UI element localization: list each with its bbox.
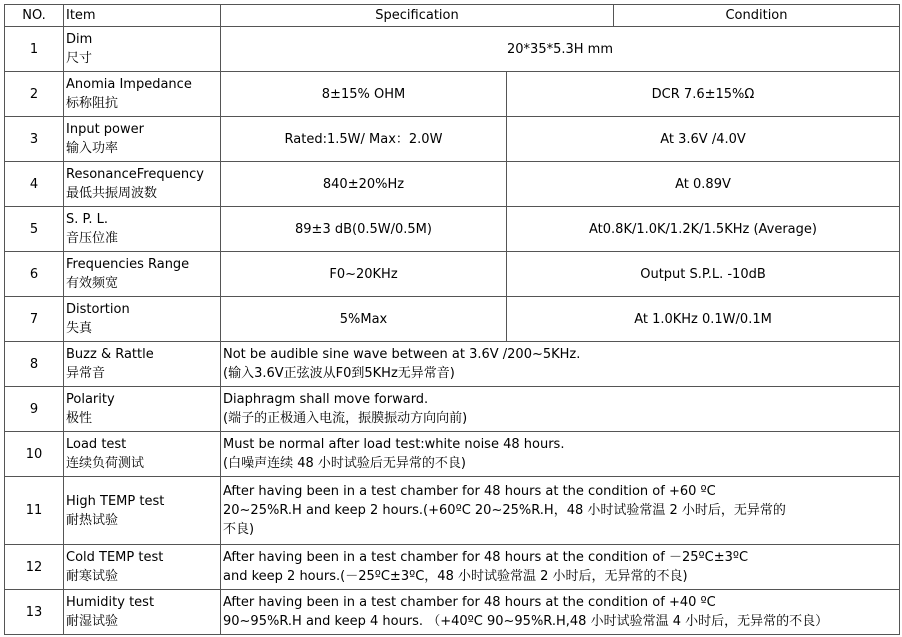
row-number: 3: [5, 117, 64, 162]
specification-cell: [221, 545, 900, 590]
item-cell: [64, 477, 221, 545]
item-name-cn: 异常音: [66, 366, 106, 381]
item-cell: [64, 297, 221, 342]
item-name-cn: 失真: [66, 321, 93, 336]
condition-cell: At 1.0KHz 0.1W/0.1M: [507, 297, 900, 342]
table-row: [5, 387, 900, 432]
specification-cell: 5%Max: [221, 297, 507, 342]
item-name-en: Input power: [66, 122, 144, 137]
item-cell: [64, 545, 221, 590]
specification-cell: F0~20KHz: [221, 252, 507, 297]
item-cell: [64, 387, 221, 432]
specification-cell: 89±3 dB(0.5W/0.5M): [221, 207, 507, 252]
header-specification: Specification: [221, 5, 614, 27]
item-name-en: Distortion: [66, 302, 130, 317]
item-name-cn: 极性: [66, 411, 93, 426]
item-name-cn: 音压位准: [66, 231, 119, 246]
row-number: 1: [5, 27, 64, 72]
spec-line: Must be normal after load test:white noise 48 hours.: [223, 437, 565, 452]
table-row: [5, 117, 900, 162]
header-condition: Condition: [614, 5, 900, 27]
row-number: 13: [5, 590, 64, 635]
table-row: [5, 252, 900, 297]
row-number: 11: [5, 477, 64, 545]
specification-cell: [221, 387, 900, 432]
table-row: [5, 342, 900, 387]
item-name-en: Cold TEMP test: [66, 550, 164, 565]
row-number: 10: [5, 432, 64, 477]
spec-line: After having been in a test chamber for 48 hours at the condition of +60 ºC: [223, 484, 716, 499]
item-cell: [64, 342, 221, 387]
item-cell: [64, 252, 221, 297]
item-name-en: Load test: [66, 437, 127, 452]
specification-cell: 20*35*5.3H mm: [221, 27, 900, 72]
spec-line: After having been in a test chamber for 48 hours at the condition of +40 ºC: [223, 595, 716, 610]
item-cell: [64, 72, 221, 117]
item-name-cn: 尺寸: [66, 51, 93, 66]
table-row: [5, 27, 900, 72]
item-name-en: ResonanceFrequency: [66, 167, 204, 182]
item-name-en: Buzz & Rattle: [66, 347, 154, 362]
spec-line: and keep 2 hours.(－25ºC±3ºC，48 小时试验常温 2 小时后，无异常的不良): [223, 569, 688, 584]
item-cell: [64, 590, 221, 635]
item-name-en: Dim: [66, 32, 93, 47]
specification-cell: 8±15% OHM: [221, 72, 507, 117]
row-number: 7: [5, 297, 64, 342]
item-name-cn: 有效频宽: [66, 276, 119, 291]
specification-cell: [221, 590, 900, 635]
item-name-cn: 连续负荷测试: [66, 456, 145, 471]
header-no: NO.: [5, 5, 64, 27]
condition-cell: DCR 7.6±15%Ω: [507, 72, 900, 117]
condition-cell: At0.8K/1.0K/1.2K/1.5KHz (Average): [507, 207, 900, 252]
specification-cell: Rated:1.5W/ Max：2.0W: [221, 117, 507, 162]
spec-line: Diaphragm shall move forward.: [223, 392, 429, 407]
table-row: [5, 545, 900, 590]
table-row: [5, 72, 900, 117]
row-number: 2: [5, 72, 64, 117]
item-cell: [64, 117, 221, 162]
row-number: 6: [5, 252, 64, 297]
specification-cell: [221, 477, 900, 545]
row-number: 4: [5, 162, 64, 207]
item-cell: [64, 432, 221, 477]
header-item: Item: [64, 5, 221, 27]
condition-cell: Output S.P.L. -10dB: [507, 252, 900, 297]
item-name-cn: 耐寒试验: [66, 569, 119, 584]
row-number: 12: [5, 545, 64, 590]
item-cell: [64, 162, 221, 207]
item-name-en: Humidity test: [66, 595, 155, 610]
table-row: [5, 162, 900, 207]
spec-table: [4, 4, 900, 635]
condition-cell: At 0.89V: [507, 162, 900, 207]
row-number: 9: [5, 387, 64, 432]
item-cell: [64, 207, 221, 252]
spec-line: (输入3.6V正弦波从F0到5KHz无异常音): [223, 366, 455, 381]
condition-cell: At 3.6V /4.0V: [507, 117, 900, 162]
table-row: [5, 207, 900, 252]
row-number: 8: [5, 342, 64, 387]
spec-line: 不良): [223, 522, 255, 537]
item-name-cn: 标称阻抗: [66, 96, 119, 111]
item-name-cn: 最低共振周波数: [66, 186, 158, 201]
specification-cell: [221, 342, 900, 387]
item-name-en: Anomia Impedance: [66, 77, 192, 92]
specification-cell: [221, 432, 900, 477]
spec-line: (端子的正极通入电流，振膜振动方向向前): [223, 411, 468, 426]
specification-cell: 840±20%Hz: [221, 162, 507, 207]
spec-line: After having been in a test chamber for 48 hours at the condition of －25ºC±3ºC: [223, 550, 749, 565]
spec-line: 90~95%R.H and keep 4 hours. （+40ºC 90~95%R.H,48 小时试验常温 4 小时后，无异常的不良）: [223, 614, 829, 629]
table-row: [5, 590, 900, 635]
item-name-en: High TEMP test: [66, 493, 165, 509]
item-name-cn: 耐湿试验: [66, 614, 119, 629]
item-name-en: Polarity: [66, 392, 115, 407]
spec-line: (白噪声连续 48 小时试验后无异常的不良): [223, 456, 466, 471]
item-name-en: S. P. L.: [66, 212, 108, 227]
header-row: [5, 5, 900, 27]
item-name-cn: 输入功率: [66, 141, 119, 156]
table-row: [5, 477, 900, 545]
item-name-en: Frequencies Range: [66, 257, 190, 272]
table-row: [5, 297, 900, 342]
spec-line: Not be audible sine wave between at 3.6V /200~5KHz.: [223, 347, 581, 362]
row-number: 5: [5, 207, 64, 252]
item-name-cn: 耐热试验: [66, 512, 119, 528]
spec-line: 20~25%R.H and keep 2 hours.(+60ºC 20~25%R.H，48 小时试验常温 2 小时后，无异常的: [223, 503, 786, 518]
table-row: [5, 432, 900, 477]
item-cell: [64, 27, 221, 72]
